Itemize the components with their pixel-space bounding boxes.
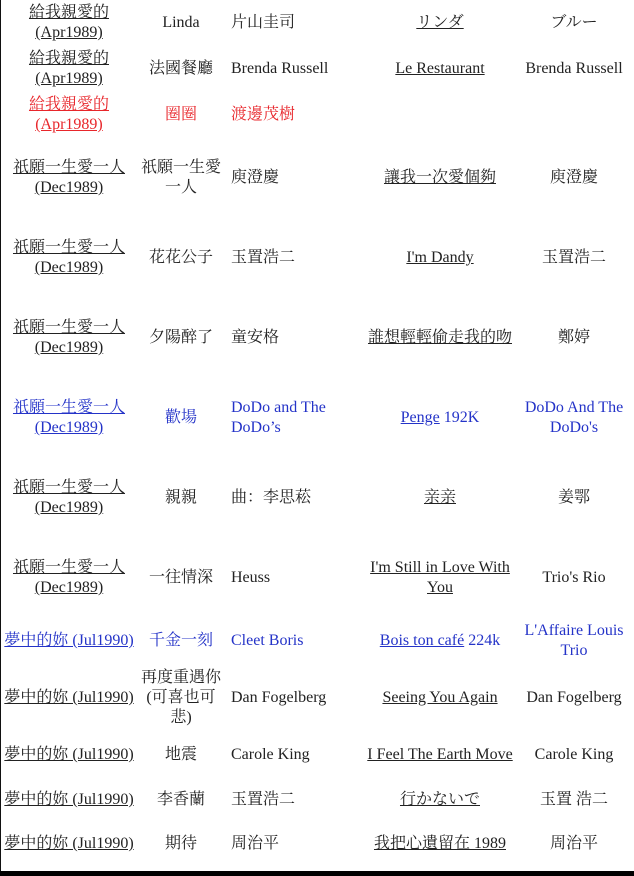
original-song-link-cell	[360, 378, 520, 458]
table-row	[0, 218, 634, 298]
original-song-link[interactable]: I'm Dandy	[406, 249, 474, 266]
original-artist-cell	[516, 458, 632, 538]
album-link-cell	[4, 822, 134, 866]
original-song-link-cell	[360, 218, 520, 298]
original-song-link-cell	[360, 458, 520, 538]
song-title: 歡場	[164, 409, 197, 426]
composer: 童安格	[231, 329, 280, 346]
bottom-border	[0, 871, 634, 876]
table-row	[0, 538, 634, 618]
original-song-link[interactable]: I Feel The Earth Move	[367, 746, 513, 763]
song-title-cell	[136, 298, 226, 378]
song-title: 期待	[164, 835, 197, 852]
album-link[interactable]: 祇願一生愛一人 (Dec1989)	[12, 159, 125, 196]
song-title: 一往情深	[148, 569, 213, 586]
album-link[interactable]: 祇願一生愛一人 (Dec1989)	[12, 399, 125, 436]
original-song-link-cell	[360, 822, 520, 866]
original-artist-cell	[516, 538, 632, 618]
song-title: 李香蘭	[156, 791, 205, 808]
composer: Carole King	[231, 746, 310, 763]
song-title: 祇願一生愛一人	[140, 159, 221, 196]
original-artist-cell	[516, 92, 632, 138]
original-song-link[interactable]: Bois ton café	[379, 632, 465, 649]
song-title: 夕陽醉了	[148, 329, 213, 346]
table-row	[0, 458, 634, 538]
original-song-link[interactable]: I'm Still in Love With You	[370, 559, 510, 596]
song-title-cell	[136, 46, 226, 92]
album-link-cell	[4, 664, 134, 732]
original-song-link-cell	[360, 0, 520, 46]
album-link-cell	[4, 538, 134, 618]
original-song-link-cell	[360, 732, 520, 778]
album-link[interactable]: 祇願一生愛一人 (Dec1989)	[12, 559, 125, 596]
original-artist: 周治平	[549, 835, 598, 852]
table-row	[0, 46, 634, 92]
table-row	[0, 732, 634, 778]
composer-cell	[231, 0, 356, 46]
original-artist-cell	[516, 298, 632, 378]
album-link-cell	[4, 92, 134, 138]
original-artist: 姜鄂	[557, 489, 590, 506]
table-row	[0, 822, 634, 866]
original-song-link-cell	[360, 138, 520, 218]
composer: DoDo and The DoDo’s	[231, 399, 326, 436]
composer-cell	[231, 458, 356, 538]
album-link-cell	[4, 378, 134, 458]
original-artist: 玉置 浩二	[539, 791, 608, 808]
original-artist-cell	[516, 778, 632, 822]
original-song-link[interactable]: 讓我一次愛個夠	[383, 169, 496, 186]
song-title: 花花公子	[148, 249, 213, 266]
album-link[interactable]: 祇願一生愛一人 (Dec1989)	[12, 239, 125, 276]
album-link[interactable]: 祇願一生愛一人 (Dec1989)	[12, 319, 125, 356]
original-artist: 鄭婷	[557, 329, 590, 346]
original-artist: 玉置浩二	[541, 249, 606, 266]
song-title-cell	[136, 378, 226, 458]
original-song-link-cell	[360, 92, 520, 138]
song-title-cell	[136, 778, 226, 822]
composer: 周治平	[231, 835, 280, 852]
composer-cell	[231, 538, 356, 618]
album-link-cell	[4, 778, 134, 822]
original-song-link-cell	[360, 538, 520, 618]
original-song-link-cell	[360, 778, 520, 822]
song-title-cell	[136, 138, 226, 218]
composer-cell	[231, 378, 356, 458]
song-title-cell	[136, 732, 226, 778]
original-song-link[interactable]: Penge	[400, 409, 440, 426]
original-artist: ブルー	[550, 14, 598, 31]
original-artist-cell	[516, 0, 632, 46]
composer-cell	[231, 732, 356, 778]
original-artist-cell	[516, 46, 632, 92]
original-artist: 庾澄慶	[549, 169, 598, 186]
composer-cell	[231, 138, 356, 218]
original-song-link[interactable]: 我把心遺留在 1989	[373, 835, 506, 852]
file-size: 224k	[468, 632, 501, 649]
album-link[interactable]: 祇願一生愛一人 (Dec1989)	[12, 479, 125, 516]
original-song-link[interactable]: リンダ	[416, 14, 464, 31]
song-title: Linda	[162, 14, 200, 31]
composer: 片山圭司	[231, 14, 296, 31]
album-link-cell	[4, 732, 134, 778]
original-song-link-cell	[360, 618, 520, 664]
original-song-link[interactable]: Le Restaurant	[395, 60, 485, 77]
original-artist-cell	[516, 618, 632, 664]
table-row	[0, 298, 634, 378]
composer: 玉置浩二	[231, 791, 296, 808]
composer-cell	[231, 92, 356, 138]
album-link[interactable]: 給我親愛的 (Apr1989)	[28, 50, 109, 87]
original-artist-cell	[516, 138, 632, 218]
file-size: 192K	[443, 409, 480, 426]
album-link[interactable]: 夢中的妳 (Jul1990)	[4, 689, 134, 706]
composer-cell	[231, 822, 356, 866]
original-artist-cell	[516, 218, 632, 298]
song-title-cell	[136, 618, 226, 664]
composer: Dan Fogelberg	[231, 689, 327, 706]
song-title: 法國餐廳	[148, 60, 213, 77]
original-song-link-cell	[360, 298, 520, 378]
song-title: 圈圈	[164, 106, 197, 123]
original-song-link-cell	[360, 664, 520, 732]
original-song-link[interactable]: 亲亲	[423, 489, 456, 506]
album-link-cell	[4, 138, 134, 218]
composer: Brenda Russell	[231, 60, 329, 77]
composer-cell	[231, 298, 356, 378]
album-link-cell	[4, 618, 134, 664]
song-title-cell	[136, 822, 226, 866]
composer-cell	[231, 46, 356, 92]
original-artist-cell	[516, 732, 632, 778]
composer: 玉置浩二	[231, 249, 296, 266]
song-title-cell	[136, 664, 226, 732]
table-row	[0, 378, 634, 458]
original-artist: Brenda Russell	[525, 60, 623, 77]
album-link[interactable]: 夢中的妳 (Jul1990)	[4, 791, 134, 808]
album-link-cell	[4, 298, 134, 378]
original-artist: DoDo And The DoDo's	[524, 399, 624, 436]
original-artist-cell	[516, 664, 632, 732]
composer: Cleet Boris	[231, 632, 304, 649]
album-link[interactable]: 夢中的妳 (Jul1990)	[4, 632, 134, 649]
composer: Heuss	[231, 569, 271, 586]
original-song-link[interactable]: 誰想輕輕偷走我的吻	[367, 329, 512, 346]
composer-cell	[231, 778, 356, 822]
composer: 渡邊茂樹	[231, 106, 296, 123]
album-link-cell	[4, 46, 134, 92]
album-link-cell	[4, 458, 134, 538]
composer-cell	[231, 218, 356, 298]
table-row	[0, 92, 634, 138]
original-artist: Trio's Rio	[542, 569, 606, 586]
original-song-link[interactable]: 行かないで	[399, 791, 480, 808]
original-artist-cell	[516, 378, 632, 458]
composer: 曲：李思菘	[231, 489, 312, 506]
song-title-cell	[136, 0, 226, 46]
song-title-cell	[136, 538, 226, 618]
album-link[interactable]: 夢中的妳 (Jul1990)	[4, 835, 134, 852]
original-artist: Carole King	[534, 746, 614, 763]
song-title: 地震	[164, 746, 197, 763]
composer-cell	[231, 618, 356, 664]
original-song-link-cell	[360, 46, 520, 92]
song-title-cell	[136, 458, 226, 538]
song-title: 親親	[164, 489, 197, 506]
original-artist-cell	[516, 822, 632, 866]
table-row	[0, 778, 634, 822]
table-row	[0, 664, 634, 732]
table-row	[0, 618, 634, 664]
original-artist: Dan Fogelberg	[526, 689, 622, 706]
album-link-cell	[4, 0, 134, 46]
album-link-cell	[4, 218, 134, 298]
album-link[interactable]: 給我親愛的 (Apr1989)	[28, 96, 109, 133]
album-link[interactable]: 夢中的妳 (Jul1990)	[4, 746, 134, 763]
song-title-cell	[136, 218, 226, 298]
song-title: 再度重遇你 (可喜也可悲)	[140, 669, 221, 726]
composer: 庾澄慶	[231, 169, 280, 186]
song-title: 千金一刻	[148, 632, 213, 649]
album-link[interactable]: 給我親愛的 (Apr1989)	[28, 4, 109, 41]
song-title-cell	[136, 92, 226, 138]
table-row	[0, 0, 634, 46]
composer-cell	[231, 664, 356, 732]
original-song-link[interactable]: Seeing You Again	[382, 689, 498, 706]
original-artist: L'Affaire Louis Trio	[524, 622, 624, 659]
table-row	[0, 138, 634, 218]
